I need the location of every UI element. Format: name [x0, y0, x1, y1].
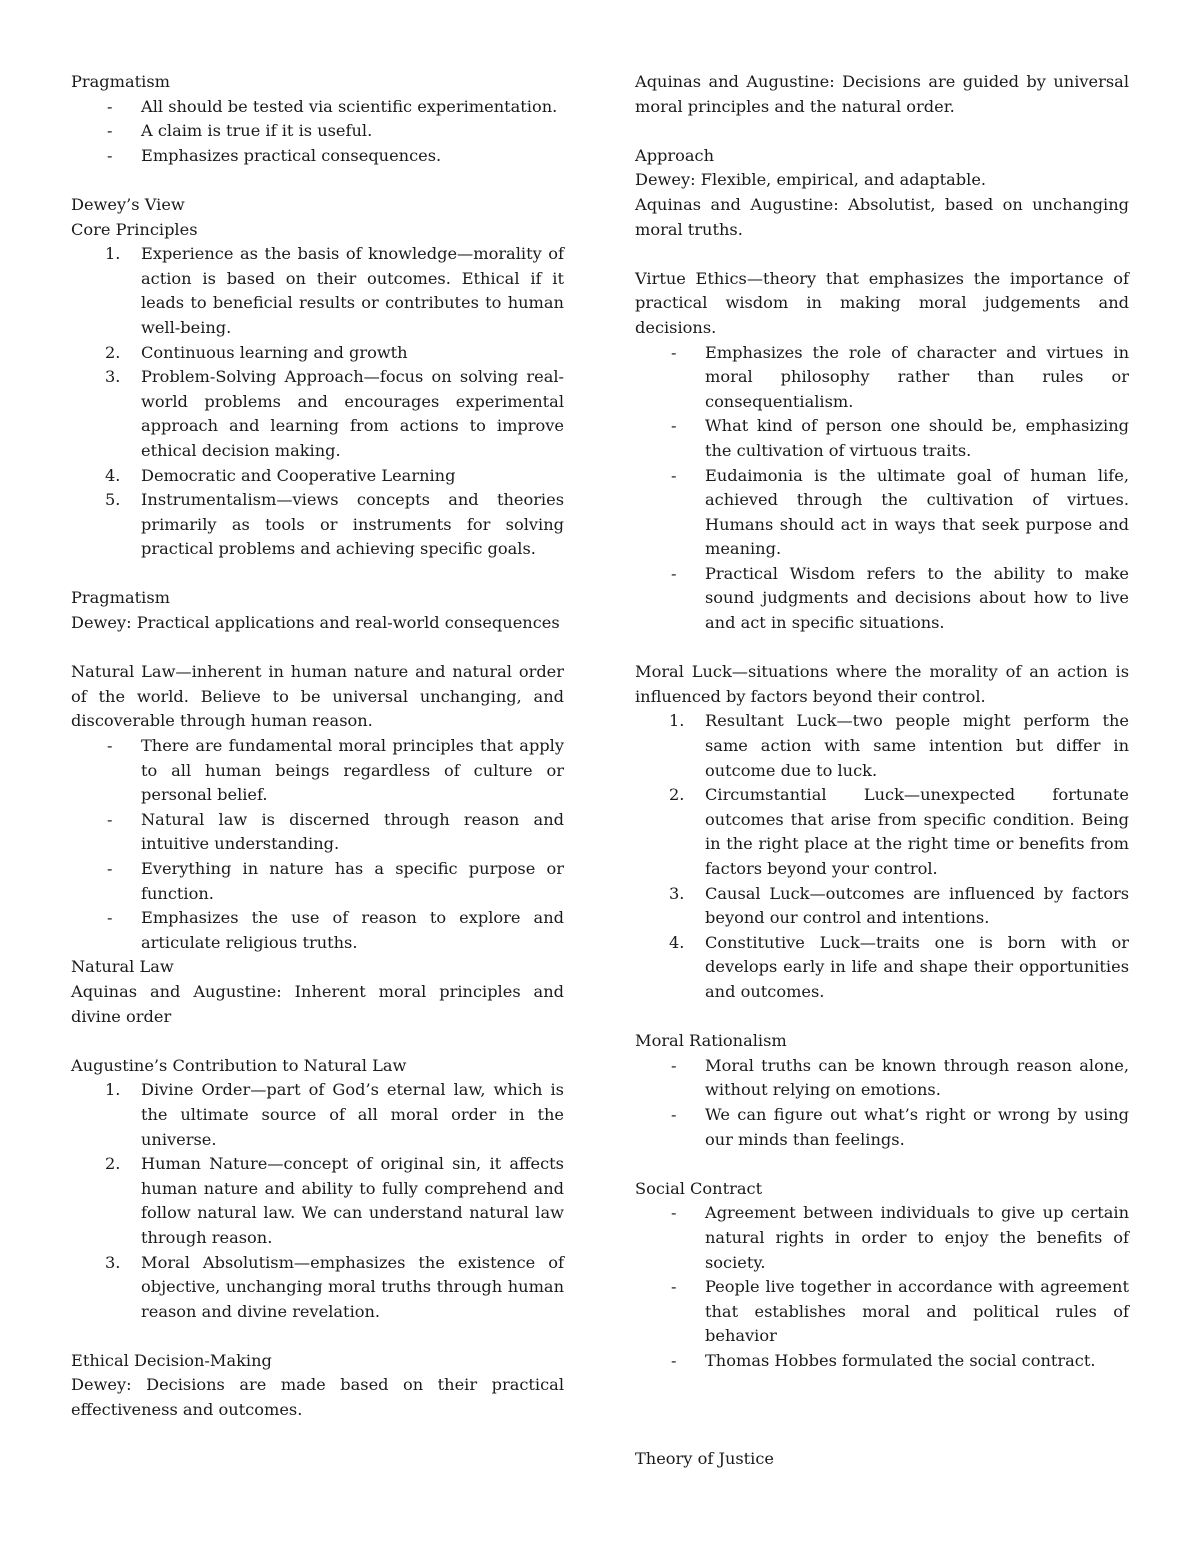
virtue-ethics-bullet-list	[635, 341, 1129, 636]
dash-marker: -	[671, 1104, 677, 1124]
moral-rationalism-heading: Moral Rationalism	[635, 1031, 787, 1051]
number-marker: 3.	[105, 1252, 121, 1272]
list-item: - Agreement between individuals to give up certain natural rights in order to enjoy the benefits of society.	[671, 1203, 1129, 1272]
list-item: - There are fundamental moral principles that apply to all human beings regardless of culture or personal belief.	[107, 736, 564, 805]
dash-marker: -	[107, 809, 113, 829]
pragmatism-bullet-list	[71, 95, 564, 169]
social-contract-heading: Social Contract	[635, 1178, 763, 1198]
number-marker: 2.	[105, 342, 121, 362]
spacer	[71, 562, 564, 587]
core-principles-list	[71, 242, 564, 562]
virtue-ethics-paragraph: Virtue Ethics—theory that emphasizes the importance of practical wisdom in making moral judgements and decisions.	[635, 268, 1129, 337]
dash-marker: -	[671, 465, 677, 485]
list-item: - Everything in nature has a specific purpose or function.	[107, 859, 564, 903]
list-item: 1. Divine Order—part of God’s eternal law, which is the ultimate source of all moral order in the universe.	[105, 1080, 564, 1149]
list-item: - Emphasizes the role of character and virtues in moral philosophy rather than rules or consequentialism.	[671, 342, 1129, 411]
approach-dewey-text: Dewey: Flexible, empirical, and adaptable.	[635, 170, 987, 190]
list-item: - Thomas Hobbes formulated the social contract.	[635, 1349, 1129, 1374]
ethical-decision-text: Dewey: Decisions are made based on their practical effectiveness and outcomes.	[71, 1375, 564, 1420]
moral-luck-paragraph: Moral Luck—situations where the morality of an action is influenced by factors beyond their control.	[635, 662, 1129, 706]
spacer	[635, 119, 1129, 144]
list-item: - Practical Wisdom refers to the ability to make sound judgments and decisions about how to live and act in specific situations.	[671, 563, 1129, 633]
pragmatism2-heading: Pragmatism	[71, 588, 170, 608]
number-marker: 1.	[105, 1080, 121, 1100]
natural-law-paragraph: Natural Law—inherent in human nature and natural order of the world. Believe to be universal unchanging, and discoverable through human reason.	[71, 662, 564, 731]
spacer	[635, 242, 1129, 267]
natural-law2-heading: Natural Law	[71, 957, 174, 977]
dash-marker: -	[671, 1055, 677, 1075]
spacer	[71, 1029, 564, 1054]
dash-marker: -	[107, 145, 113, 165]
theory-of-justice-heading: Theory of Justice	[635, 1449, 775, 1469]
list-item: 3. Causal Luck—outcomes are influenced by factors beyond our control and intentions.	[669, 883, 1129, 928]
pragmatism-heading: Pragmatism	[71, 72, 170, 91]
augustine-list	[71, 1078, 564, 1324]
dash-marker: -	[107, 859, 113, 878]
list-item: - Natural law is discerned through reason and intuitive understanding.	[107, 809, 564, 854]
list-item: - What kind of person one should be, emphasizing the cultivation of virtuous traits.	[671, 416, 1129, 460]
number-marker: 4.	[105, 465, 121, 485]
dewey-view-heading: Dewey’s View	[71, 194, 185, 214]
spacer	[71, 636, 564, 661]
dash-marker: -	[107, 736, 113, 756]
spacer	[71, 168, 564, 193]
moral-rationalism-bullet-list	[635, 1054, 1129, 1152]
spacer	[635, 636, 1129, 661]
list-item: - People live together in accordance with agreement that establishes moral and political rules of behavior	[671, 1277, 1129, 1346]
list-item: - Emphasizes the use of reason to explore and articulate religious truths.	[107, 908, 564, 952]
number-marker: 3.	[105, 367, 121, 387]
list-item: - Moral truths can be known through reason alone, without relying on emotions.	[671, 1055, 1129, 1100]
dash-marker: -	[107, 908, 113, 928]
list-item: 3. Problem-Solving Approach—focus on solving real-world problems and encourages experimental approach and learning from actions to improve ethical decision making.	[105, 367, 564, 460]
list-item: - Emphasizes practical consequences.	[71, 144, 564, 169]
list-item: 1. Resultant Luck—two people might perform the same action with same intention but differ in outcome due to luck.	[669, 711, 1129, 780]
list-item: 2. Circumstantial Luck—unexpected fortunate outcomes that arise from specific condition. Being in the right place at the right time or benefits from factors beyond your control.	[669, 785, 1129, 878]
list-item: - Eudaimonia is the ultimate goal of human life, achieved through the cultivation of virtues. Humans should act in ways that seek purpose and meaning.	[671, 465, 1129, 559]
list-item: - We can figure out what’s right or wrong by using our minds than feelings.	[671, 1104, 1129, 1149]
approach-aquinas-text: Aquinas and Augustine: Absolutist, based on unchanging moral truths.	[635, 194, 1129, 239]
list-item: 2. Human Nature—concept of original sin, it affects human nature and ability to fully comprehend and follow natural law. We can understand natural law through reason.	[105, 1154, 564, 1247]
spacer	[635, 1005, 1129, 1030]
pragmatism2-text: Dewey: Practical applications and real-world consequences	[71, 613, 560, 633]
dash-marker: -	[671, 1203, 677, 1223]
ethical-decision-heading: Ethical Decision-Making	[71, 1350, 272, 1370]
approach-heading: Approach	[635, 145, 715, 165]
social-contract-bullet-list	[635, 1201, 1129, 1373]
left-column	[71, 70, 564, 1423]
aquinas-decisions-text: Aquinas and Augustine: Decisions are guided by universal moral principles and the natural order.	[635, 72, 1129, 116]
list-item: 5. Instrumentalism—views concepts and theories primarily as tools or instruments for solving practical problems and achieving specific goals.	[105, 490, 564, 559]
dash-marker: -	[671, 1277, 677, 1297]
dash-marker: -	[107, 121, 113, 141]
number-marker: 1.	[105, 244, 121, 264]
list-item: 2. Continuous learning and growth	[71, 341, 564, 366]
number-marker: 2.	[105, 1154, 121, 1174]
list-item: 3. Moral Absolutism—emphasizes the existence of objective, unchanging moral truths through human reason and divine revelation.	[105, 1252, 564, 1321]
list-item: 4. Constitutive Luck—traits one is born with or develops early in life and shape their opportunities and outcomes.	[669, 932, 1129, 1001]
natural-law-bullet-list	[71, 734, 564, 955]
spacer	[635, 1152, 1129, 1177]
dash-marker: -	[107, 96, 113, 116]
list-item: 4. Democratic and Cooperative Learning	[71, 464, 564, 489]
number-marker: 2.	[669, 785, 685, 805]
dash-marker: -	[671, 563, 677, 583]
right-column	[635, 70, 1129, 1472]
list-item: - All should be tested via scientific experimentation.	[71, 95, 564, 120]
core-principles-heading: Core Principles	[71, 219, 198, 239]
dash-marker: -	[671, 342, 677, 362]
number-marker: 5.	[105, 490, 121, 510]
number-marker: 3.	[669, 883, 685, 903]
number-marker: 4.	[669, 932, 685, 952]
natural-law2-text: Aquinas and Augustine: Inherent moral principles and divine order	[71, 981, 564, 1026]
spacer	[71, 1324, 564, 1349]
number-marker: 1.	[669, 711, 685, 731]
spacer	[635, 1373, 1129, 1447]
moral-luck-list	[635, 709, 1129, 1004]
list-item: 1. Experience as the basis of knowledge—morality of action is based on their outcomes. Ethical if it leads to beneficial results or contributes to human well-being.	[105, 244, 564, 337]
dash-marker: -	[671, 1350, 677, 1370]
list-item: - A claim is true if it is useful.	[71, 119, 564, 144]
augustine-heading: Augustine’s Contribution to Natural Law	[71, 1055, 407, 1075]
dash-marker: -	[671, 416, 677, 436]
